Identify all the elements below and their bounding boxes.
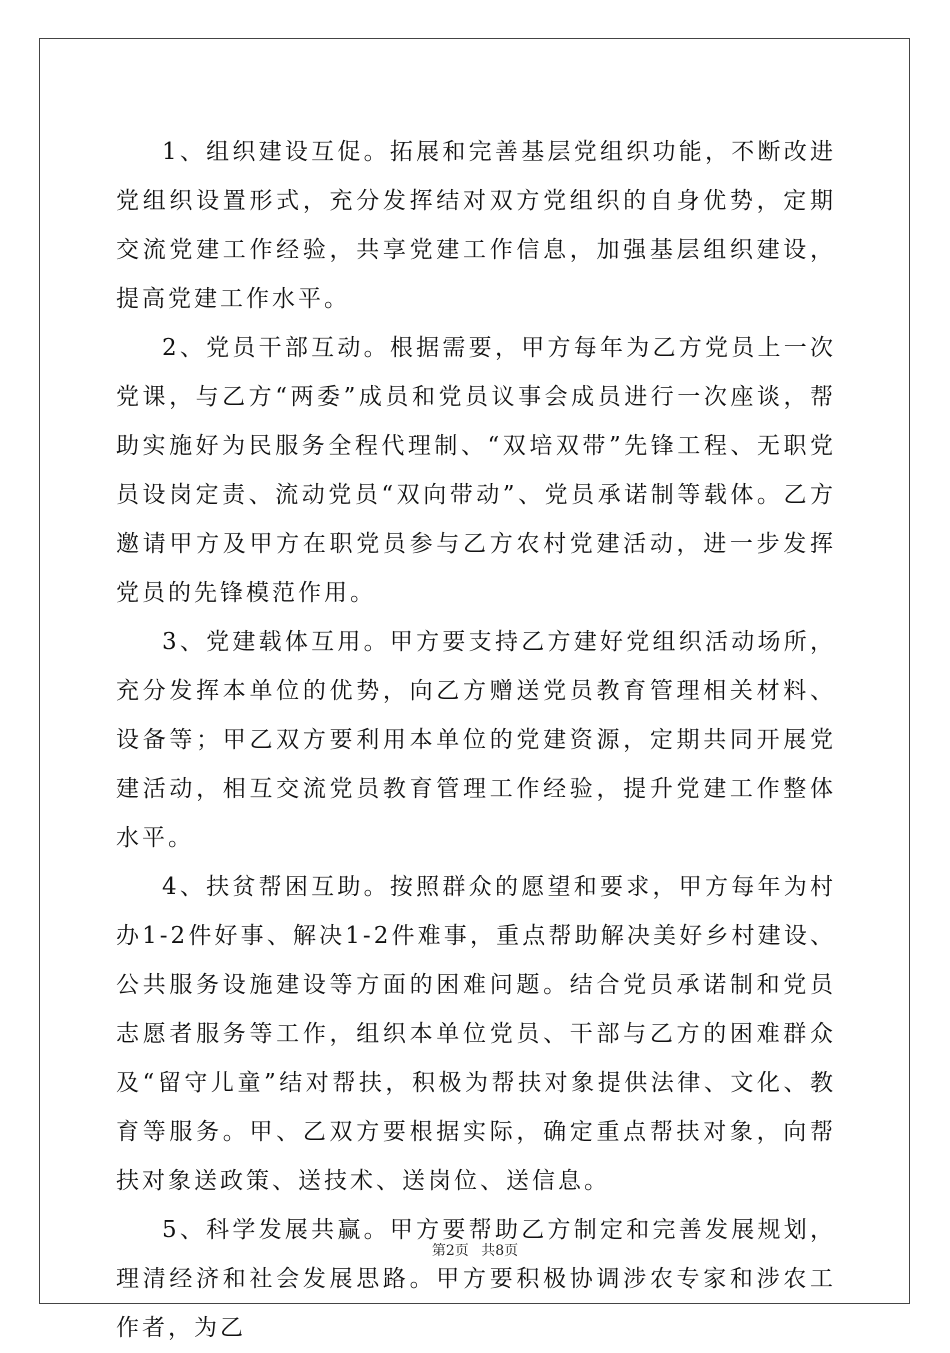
paragraph-1: 1、组织建设互促。拓展和完善基层党组织功能，不断改进党组织设置形式，充分发挥结对双方党组织的自身优势，定期交流党建工作经验，共享党建工作信息，加强基层组织建设，提高党建工作水平。 — [116, 139, 836, 312]
page-number: 第2页 — [431, 1243, 469, 1259]
page-total: 共8页 — [481, 1243, 519, 1259]
document-body — [116, 128, 836, 1353]
paragraph-4: 4、扶贫帮困互助。按照群众的愿望和要求，甲方每年为村办1-2件好事、解决1-2件难事，重点帮助解决美好乡村建设、公共服务设施建设等方面的困难问题。结合党员承诺制和党员志愿者服务等工作，组织本单位党员、干部与乙方的困难群众及“留守儿童”结对帮扶，积极为帮扶对象提供法律、文化、教育等服务。甲、乙双方要根据实际，确定重点帮扶对象，向帮扶对象送政策、送技术、送岗位、送信息。 — [116, 874, 836, 1194]
paragraph-2: 2、党员干部互动。根据需要，甲方每年为乙方党员上一次党课，与乙方“两委”成员和党员议事会成员进行一次座谈，帮助实施好为民服务全程代理制、“双培双带”先锋工程、无职党员设岗定责、流动党员“双向带动”、党员承诺制等载体。乙方邀请甲方及甲方在职党员参与乙方农村党建活动，进一步发挥党员的先锋模范作用。 — [116, 335, 836, 606]
paragraph-3: 3、党建载体互用。甲方要支持乙方建好党组织活动场所，充分发挥本单位的优势，向乙方赠送党员教育管理相关材料、设备等；甲乙双方要利用本单位的党建资源，定期共同开展党建活动，相互交流党员教育管理工作经验，提升党建工作整体水平。 — [116, 629, 836, 851]
paragraph-5: 5、科学发展共赢。甲方要帮助乙方制定和完善发展规划，理清经济和社会发展思路。甲方要积极协调涉农专家和涉农工作者，为乙 — [116, 1217, 836, 1341]
page-footer — [0, 1240, 950, 1260]
